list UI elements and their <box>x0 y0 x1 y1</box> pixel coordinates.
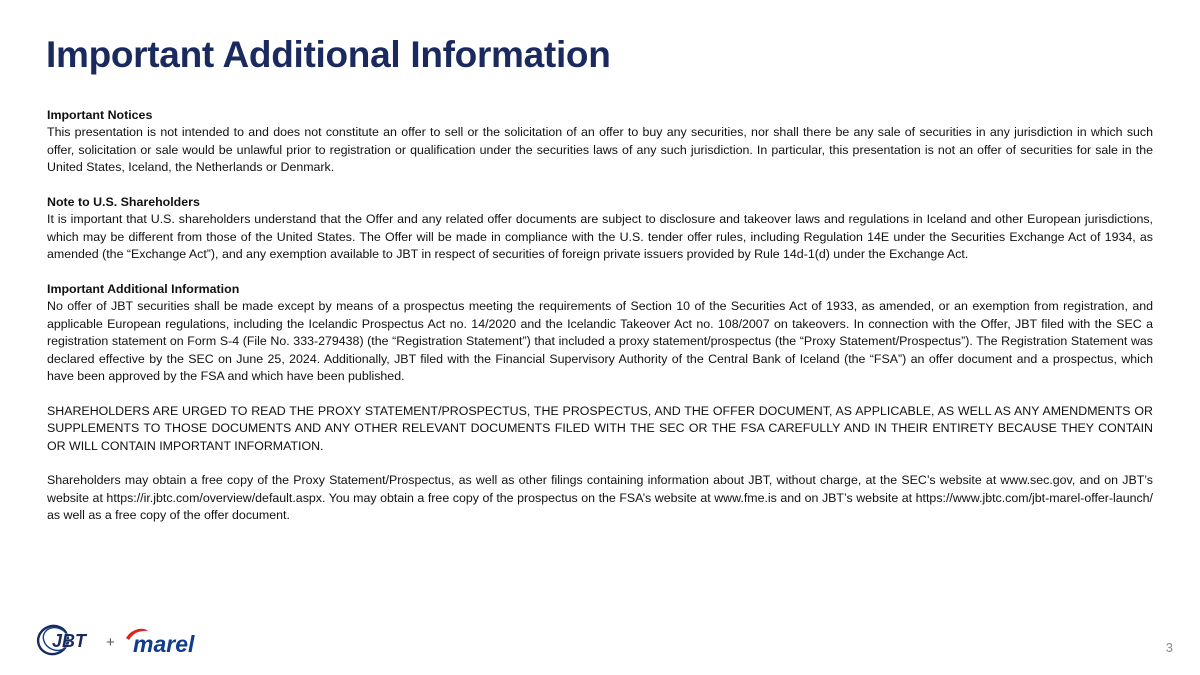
section-body: This presentation is not intended to and does not constitute an offer to sell or the solicitation of an offer to buy any securities, nor shall there be any sale of securities in any jurisdiction in which such offer, solicitation or sale would be unlawful prior to registration or qualification under the securities laws of any such jurisdiction. In particular, this presentation is not an offer of securities for sale in the United States, Iceland, the Netherlands or Denmark. <box>47 125 1153 175</box>
page-title: Important Additional Information <box>46 34 611 75</box>
section-important-notices <box>47 107 1153 177</box>
section-heading: Important Notices <box>47 108 153 122</box>
page-number: 3 <box>1165 640 1173 655</box>
urge-paragraph: SHAREHOLDERS ARE URGED TO READ THE PROXY STATEMENT/PROSPECTUS, THE PROSPECTUS, AND THE OFFER DOCUMENT, AS APPLICABLE, AS WELL AS ANY AMENDMENTS OR SUPPLEMENTS TO THOSE DOCUMENTS AND ANY OTHER RELEVANT DOCUMENTS FILED WITH THE SEC OR THE FSA CAREFULLY AND IN THEIR ENTIRETY BECAUSE THEY CONTAIN OR WILL CONTAIN IMPORTANT INFORMATION. <box>47 403 1153 453</box>
disclaimer-content <box>47 107 1153 542</box>
section-heading: Note to U.S. Shareholders <box>47 195 200 210</box>
logo-plus-sign: + <box>106 634 115 651</box>
section-body: No offer of JBT securities shall be made except by means of a prospectus meeting the requirements of Section 10 of the Securities Act of 1933, as amended, or an exemption from registration, and applicable European regulations, including the Icelandic Prospectus Act no. 14/2020 and the Icelandic Takeover Act no. 108/2007 on takeovers. In connection with the Offer, JBT filed with the SEC a registration statement on Form S-4 (File No. 333-279438) (the “Registration Statement”) that included a proxy statement/prospectus (the “Proxy Statement/Prospectus”). The Registration Statement was declared effective by the SEC on June 25, 2024. Additionally, JBT filed with the Financial Supervisory Authority of the Central Bank of Iceland (the “FSA”) an offer document and a prospectus, which have been approved by the FSA and which have been published. <box>47 299 1153 384</box>
marel-logo-text: marel <box>133 631 195 657</box>
jbt-logo-text: JBT <box>52 631 87 651</box>
section-note-to-us-shareholders <box>47 194 1153 264</box>
section-important-additional-information <box>47 281 1153 385</box>
jbt-marel-logo <box>36 622 226 660</box>
free-copy-paragraph: Shareholders may obtain a free copy of the Proxy Statement/Prospectus, as well as other filings containing information about JBT, without charge, at the SEC’s website at www.sec.gov, and on JBT’s website at https://ir.jbtc.com/overview/default.aspx. You may obtain a free copy of the prospectus on the FSA’s website at www.fme.is and on JBT’s website at https://www.jbtc.com/jbt-marel-offer-launch/ as well as a free copy of the offer document. <box>47 473 1153 523</box>
section-heading: Important Additional Information <box>47 282 240 297</box>
section-body: It is important that U.S. shareholders understand that the Offer and any related offer documents are subject to disclosure and takeover laws and regulations in Iceland and other European jurisdictions, which may be different from those of the United States. The Offer will be made in compliance with the U.S. tender offer rules, including Regulation 14E under the Securities Exchange Act of 1934, as amended (the “Exchange Act”), and any exemption available to JBT in respect of securities of foreign private issuers provided by Rule 14d-1(d) under the Exchange Act. <box>47 212 1153 262</box>
